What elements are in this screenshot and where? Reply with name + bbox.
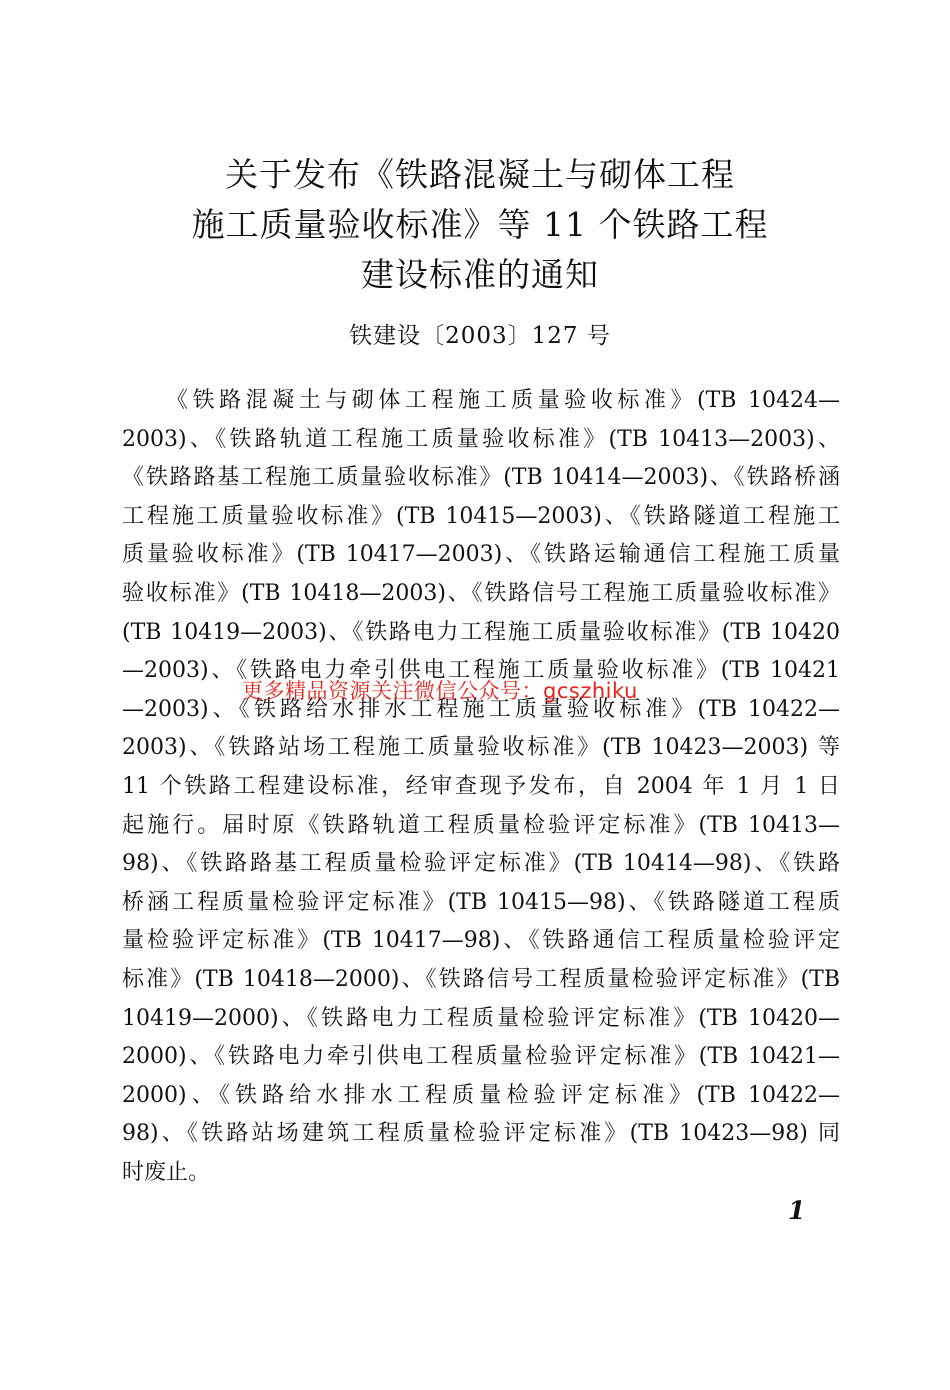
body-line: 桥涵工程质量检验评定标准》(TB 10415—98)、《铁路隧道工程质 — [122, 889, 840, 915]
body-line: 10419—2000)、《铁路电力工程质量检验评定标准》(TB 10420— — [122, 1005, 840, 1031]
body-line: —2003)、《铁路给水排水工程施工质量验收标准》(TB 10422— — [122, 696, 840, 722]
body-line: 时废止。 — [122, 1159, 211, 1185]
title-line-3: 建设标准的通知 — [361, 255, 599, 294]
body-line: 2000)、《铁路电力牵引供电工程质量检验评定标准》(TB 10421— — [122, 1044, 840, 1070]
body-line: 98)、《铁路路基工程质量检验评定标准》(TB 10414—98)、《铁路 — [122, 851, 840, 877]
notice-body — [122, 382, 840, 1192]
body-line: 起施行。届时原《铁路轨道工程质量检验评定标准》(TB 10413— — [122, 812, 840, 838]
body-line: 11 个铁路工程建设标准，经审查现予发布，自 2004 年 1 月 1 日 — [122, 773, 840, 799]
body-line: 验收标准》(TB 10418—2003)、《铁路信号工程施工质量验收标准》 — [122, 580, 840, 606]
body-line: 质量验收标准》(TB 10417—2003)、《铁路运输通信工程施工质量 — [122, 542, 840, 568]
body-line: —2003)、《铁路电力牵引供电工程施工质量验收标准》(TB 10421 — [122, 658, 840, 684]
body-line: (TB 10419—2003)、《铁路电力工程施工质量验收标准》(TB 10420 — [122, 619, 840, 645]
title-line-2: 施工质量验收标准》等 11 个铁路工程 — [191, 205, 769, 244]
body-line: 标准》(TB 10418—2000)、《铁路信号工程质量检验评定标准》(TB — [122, 966, 840, 992]
watermark-text: 更多精品资源关注微信公众号：gcszhiku — [242, 679, 638, 703]
title-line-1: 关于发布《铁路混凝土与砌体工程 — [225, 155, 735, 194]
document-number: 铁建设〔2003〕127 号 — [349, 323, 611, 349]
body-line: 2003)、《铁路站场工程施工质量验收标准》(TB 10423—2003) 等 — [122, 735, 840, 761]
body-line: 《铁路路基工程施工质量验收标准》(TB 10414—2003)、《铁路桥涵 — [122, 465, 840, 491]
page-number: 1 — [788, 1196, 806, 1225]
body-line: 2000)、《铁路给水排水工程质量检验评定标准》(TB 10422— — [122, 1082, 840, 1108]
body-line: 《铁路混凝土与砌体工程施工质量验收标准》(TB 10424— — [166, 388, 840, 413]
body-line: 98)、《铁路站场建筑工程质量检验评定标准》(TB 10423—98) 同 — [122, 1121, 840, 1147]
body-line: 2003)、《铁路轨道工程施工质量验收标准》(TB 10413—2003)、 — [122, 426, 840, 452]
notice-title — [120, 150, 840, 300]
body-line: 量检验评定标准》(TB 10417—98)、《铁路通信工程质量检验评定 — [122, 928, 840, 954]
body-line: 工程施工质量验收标准》(TB 10415—2003)、《铁路隧道工程施工 — [122, 503, 840, 529]
